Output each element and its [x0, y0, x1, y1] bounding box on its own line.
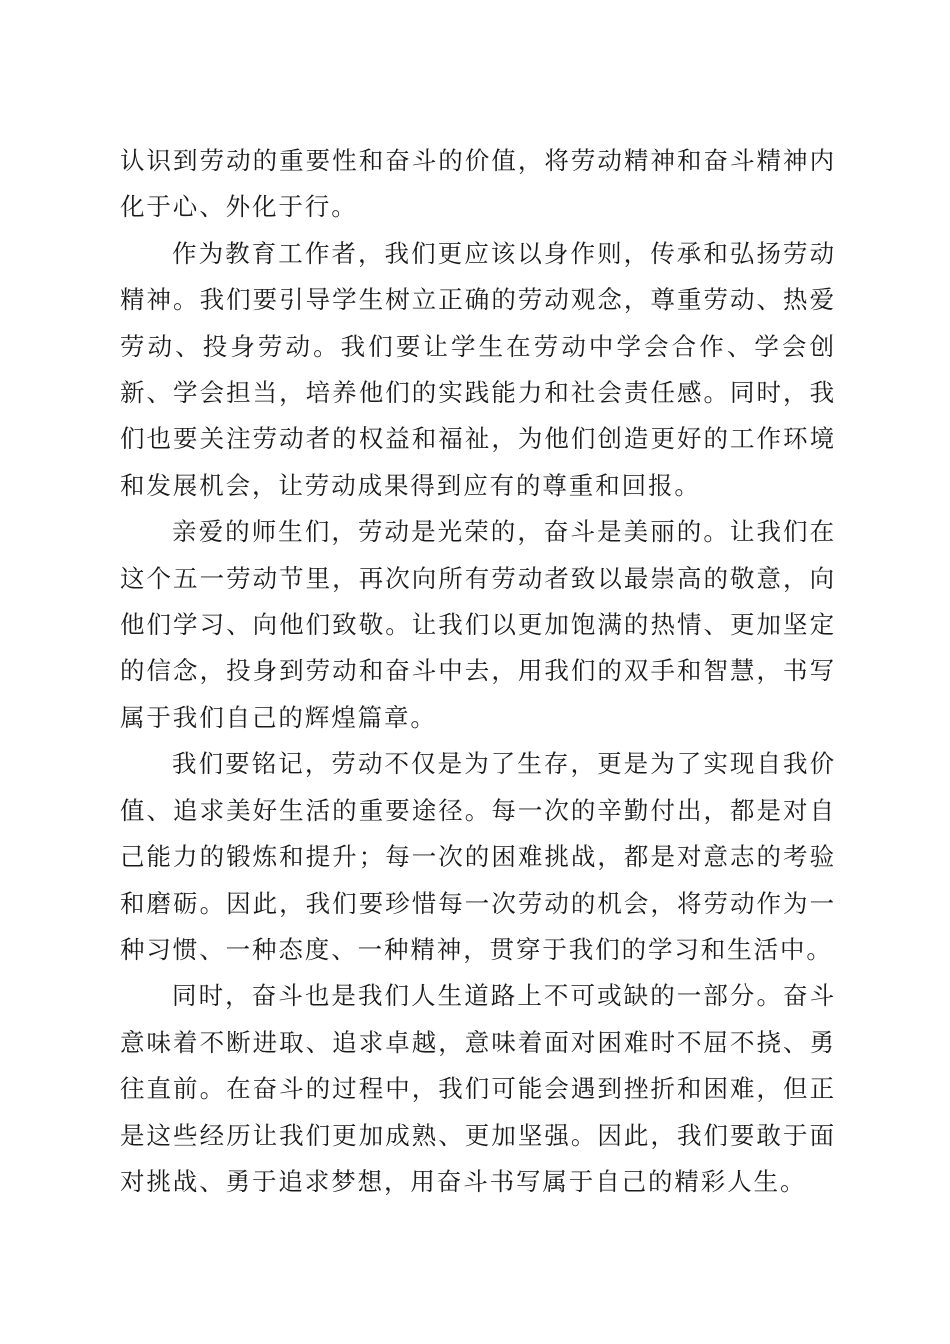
paragraph-continuation: 认识到劳动的重要性和奋斗的价值，将劳动精神和奋斗精神内化于心、外化于行。 — [120, 146, 836, 222]
paragraph-educators: 作为教育工作者，我们更应该以身作则，传承和弘扬劳动精神。我们要引导学生树立正确的劳动观念，尊重劳动、热爱劳动、投身劳动。我们要让学生在劳动中学会合作、学会创新、学会担当，培养他们的实践能力和社会责任感。同时，我们也要关注劳动者的权益和福祉，为他们创造更好的工作环境和发展机会，让劳动成果得到应有的尊重和回报。 — [120, 238, 836, 500]
paragraph-remember-labor: 我们要铭记，劳动不仅是为了生存，更是为了实现自我价值、追求美好生活的重要途径。每一次的辛勤付出，都是对自己能力的锻炼和提升；每一次的困难挑战，都是对意志的考验和磨砺。因此，我们要珍惜每一次劳动的机会，将劳动作为一种习惯、一种态度、一种精神，贯穿于我们的学习和生活中。 — [120, 749, 836, 964]
paragraph-dear-teachers-students: 亲爱的师生们，劳动是光荣的，奋斗是美丽的。让我们在这个五一劳动节里，再次向所有劳动者致以最崇高的敬意，向他们学习、向他们致敬。让我们以更加饱满的热情、更加坚定的信念，投身到劳动和奋斗中去，用我们的双手和智慧，书写属于我们自己的辉煌篇章。 — [120, 517, 836, 732]
document-body — [120, 138, 836, 1205]
paragraph-striving: 同时，奋斗也是我们人生道路上不可或缺的一部分。奋斗意味着不断进取、追求卓越，意味着面对困难时不屈不挠、勇往直前。在奋斗的过程中，我们可能会遇到挫折和困难，但正是这些经历让我们更加成熟、更加坚强。因此，我们要敢于面对挑战、勇于追求梦想，用奋斗书写属于自己的精彩人生。 — [120, 981, 836, 1196]
